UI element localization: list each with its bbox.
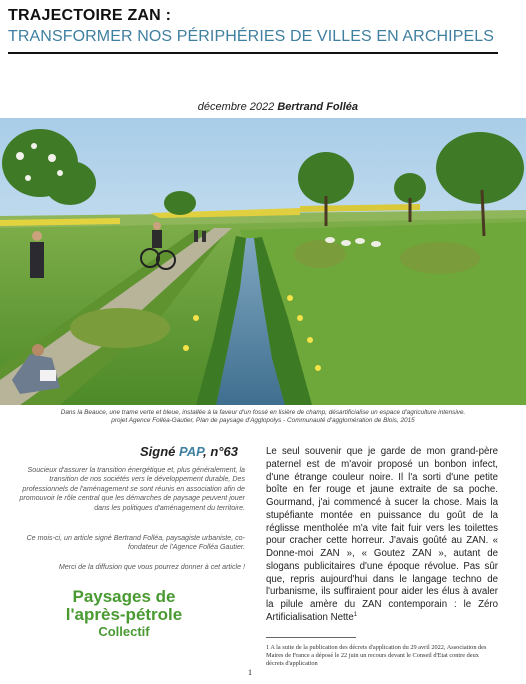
body-text: Le seul souvenir que je garde de mon grand-père paternel est de m'avoir proposé un bonbon infect, d'une étrange couleur noire. Il l'a sorti d'une petite boîte en fer rouge et jaune extraite de sa poche. Gourmand, j'ai commencé à sucer la chose. Mais la stupéfiante montée en puissance du goût de la réglisse mentholée m'a vite fait fuir vers les toilettes pour cracher cette horreur. J'avais goûté au ZAN. « Donne-moi ZAN », « Goutez ZAN », autant de slogans publicitaires d'une époque révolue. Pas sûr que, repris aujourd'hui dans le langage techno de l'urbanisme, ils suffiraient pour aider les élus à avaler la pilule amère du ZAN contemporain : le Zéro Artificialisation Nette	[266, 446, 498, 623]
logo-line-1: Paysages de	[72, 587, 176, 606]
byline	[198, 101, 358, 113]
signe-pap: PAP	[179, 444, 204, 459]
body-paragraph	[266, 446, 498, 625]
page-number: 1	[248, 668, 252, 677]
thanks-note: Merci de la diffusion que vous pourrez donner à cet article !	[58, 563, 245, 571]
association-intro: Soucieux d'assurer la transition énergétique et, plus généralement, la transition de nos sociétés vers le développement durable, Des professionnels de l'aménagement se sont réunis en association afin de promouvoir le rôle central que les démarches de paysage peuvent jouer dans les politiques d'aménagement du territoire.	[19, 466, 245, 512]
signe-pap-heading	[140, 444, 238, 459]
logo-line-3: Collectif	[98, 624, 150, 639]
signe-prefix: Signé	[140, 444, 176, 459]
signe-number: , n°63	[203, 444, 238, 459]
byline-author: Bertrand Folléa	[277, 101, 358, 113]
landscape-illustration	[0, 118, 526, 405]
caption-line-2: projet Agence Folléa-Gautier, Plan de paysage d'Agglopolys - Communauté d'agglomération de Blois, 2015	[111, 417, 415, 424]
footnote-mark: 1	[353, 611, 358, 618]
footnote-rule	[266, 637, 356, 638]
author-note: Ce mois-ci, un article signé Bertrand Folléa, paysagiste urbaniste, co-fondateur de l'Agence Folléa Gautier.	[26, 534, 245, 552]
caption-line-1: Dans la Beauce, une trame verte et bleue, installée à la faveur d'un fossé en lisière de champ, désartificialise un espace d'agriculture intensive.	[60, 409, 466, 416]
photo-caption	[0, 409, 526, 425]
logo-line-2: l'après-pétrole	[65, 605, 183, 624]
article-body	[266, 446, 498, 625]
landscape-photo	[0, 118, 526, 405]
article-title: TRAJECTOIRE ZAN :	[8, 7, 172, 24]
paysages-apres-petrole-logo	[44, 588, 204, 639]
byline-date: décembre 2022	[197, 101, 275, 113]
title-rule	[8, 52, 498, 54]
footnote: 1 A la suite de la publication des décrets d'application du 29 avril 2022, Association des Maires de France a déposé le 22 juin un recours devant le Conseil d'Etat contre deux décrets d'application	[266, 644, 487, 667]
article-subtitle: TRANSFORMER NOS PÉRIPHÉRIES DE VILLES EN ARCHIPELS	[8, 28, 495, 45]
